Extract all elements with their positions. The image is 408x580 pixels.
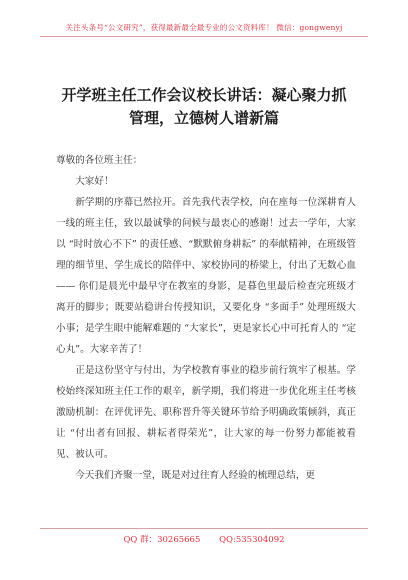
title-line-2: 管理，立德树人谱新篇 xyxy=(128,109,279,127)
footer-contact xyxy=(0,533,408,545)
greeting: 大家好！ xyxy=(75,176,114,187)
footer-divider xyxy=(40,528,368,529)
header-banner: 关注头条号“公文研究”，获得最新最全最专业的公文资料库！ 微信：gongwenyj xyxy=(65,23,343,32)
title-line-1: 开学班主任工作会议校长讲话：凝心聚力抓 xyxy=(61,86,347,104)
salutation: 尊敬的各位班主任： xyxy=(56,155,143,166)
document-title xyxy=(46,84,362,130)
header-divider xyxy=(40,36,368,37)
body-paragraph: 正是这份坚守与付出，为学校教育事业的稳步前行筑牢了根基。学校始终深知班主任工作的艰辛，新学期，我们将进一步优化班主任考核激励机制：在评优评先、职称晋升等关键环节给予明确政策倾斜，真正让 “付出者有回报、耕耘者得荣光”，让大家的每一份努力都能被看见、被认可。 xyxy=(56,365,356,460)
document-body xyxy=(56,150,356,486)
body-paragraph: 新学期的序幕已然拉开。首先我代表学校，向在座每一位深耕育人一线的班主任，致以最诚挚的问候与最衷心的感谢！过去一学年，大家以 “时时放心不下” 的责任感、“默默俯身耕耘” 的奉献精神，在班级管理的细节里、学生成长的陪伴中、家校协同的桥梁上，付出了无数心血 —— 你们是晨光中最早守在教室的身影，是暮色里最后检查完班级才离开的脚步；既要站稳讲台传授知识，又要化身 “多面手” 处理班级大小事；是学生眼中能解难题的 “大家长”，更是家长心中可托育人的 “定心丸”。大家辛苦了！ xyxy=(56,197,356,355)
footer-qq-number: QQ:535304092 xyxy=(219,535,285,545)
body-paragraph: 今天我们齐聚一堂，既是对过往育人经验的梳理总结，更 xyxy=(75,470,316,481)
footer-qq-group: QQ 群：30265665 xyxy=(123,535,201,545)
